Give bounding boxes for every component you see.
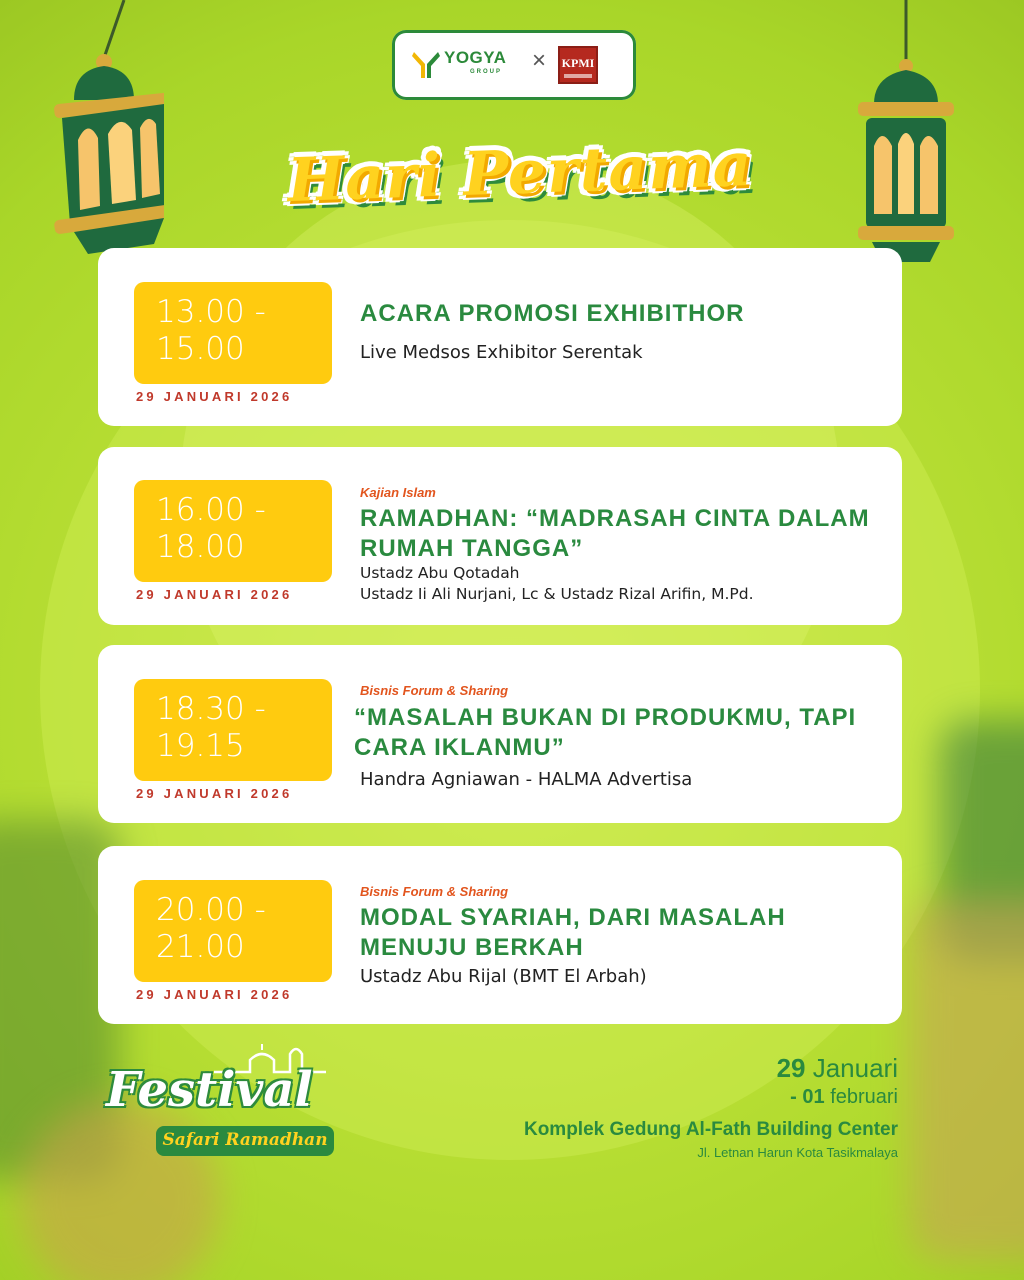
event-card (98, 447, 902, 625)
lantern-left-icon (24, 0, 164, 270)
event-speaker: Ustadz Abu Rijal (BMT El Arbah) (360, 966, 647, 987)
yogya-logo-icon (412, 50, 440, 80)
festival-subtitle: Safari Ramadhan (162, 1130, 328, 1150)
kpmi-logo-strip (564, 74, 592, 78)
lantern-right-icon (852, 0, 960, 270)
event-card (98, 846, 902, 1024)
time-badge (134, 880, 332, 982)
venue-name: Komplek Gedung Al-Fath Building Center (523, 1119, 898, 1140)
event-title: ACARA PROMOSI EXHIBITHOR (360, 300, 745, 327)
event-title: RAMADHAN: “MADRASAH CINTA DALAM RUMAH TANGGA” (360, 505, 870, 562)
event-title: MODAL SYARIAH, DARI MASALAH MENUJU BERKAH (360, 904, 786, 961)
blurred-lantern-right-bottom (910, 900, 1024, 1260)
festival-title: Festival (106, 1062, 313, 1118)
festival-ribbon (156, 1126, 334, 1156)
event-category: Kajian Islam (360, 485, 436, 500)
event-title: “MASALAH BUKAN DI PRODUKMU, TAPI CARA IKLANMU” (354, 704, 857, 761)
date-start (524, 1052, 898, 1084)
date-start-day: 29 (776, 1053, 806, 1083)
event-date: 29 JANUARI 2026 (136, 389, 293, 404)
event-date: 29 JANUARI 2026 (136, 587, 293, 602)
kpmi-logo-text: KPMI (561, 56, 595, 70)
event-time: 16.00 - 18.00 (156, 492, 266, 565)
date-end (524, 1084, 898, 1110)
event-time: 18.30 - 19.15 (156, 691, 266, 764)
date-end-month: februari (830, 1086, 898, 1108)
venue-address: Jl. Letnan Harun Kota Tasikmalaya (697, 1145, 898, 1160)
date-start-month: Januari (812, 1053, 898, 1083)
event-speaker: Ustadz Abu Qotadah (360, 564, 520, 582)
event-speaker: Ustadz Ii Ali Nurjani, Lc & Ustadz Rizal Arifin, M.Pd. (360, 585, 754, 603)
partner-logo-banner (392, 30, 636, 100)
festival-logo (100, 1040, 340, 1160)
event-category: Bisnis Forum & Sharing (360, 884, 509, 899)
date-end-day: - 01 (790, 1086, 825, 1108)
event-date: 29 JANUARI 2026 (136, 786, 293, 801)
yogya-logo-subtext: GROUP (470, 69, 503, 75)
event-card (98, 248, 902, 426)
yogya-logo-text: YOGYA (444, 48, 507, 67)
event-card (98, 645, 902, 823)
event-time: 20.00 - 21.00 (156, 892, 266, 965)
event-speaker: Live Medsos Exhibitor Serentak (360, 342, 643, 363)
event-date: 29 JANUARI 2026 (136, 987, 293, 1002)
event-speaker: Handra Agniawan - HALMA Advertisa (360, 769, 693, 790)
kpmi-logo (558, 46, 598, 84)
page-title: Hari Pertama (286, 129, 754, 217)
time-badge (134, 480, 332, 582)
event-category: Bisnis Forum & Sharing (360, 683, 509, 698)
time-badge (134, 679, 332, 781)
collab-x-icon: × (532, 47, 547, 74)
event-time: 13.00 - 15.00 (156, 294, 266, 367)
time-badge (134, 282, 332, 384)
event-info (524, 1052, 898, 1162)
